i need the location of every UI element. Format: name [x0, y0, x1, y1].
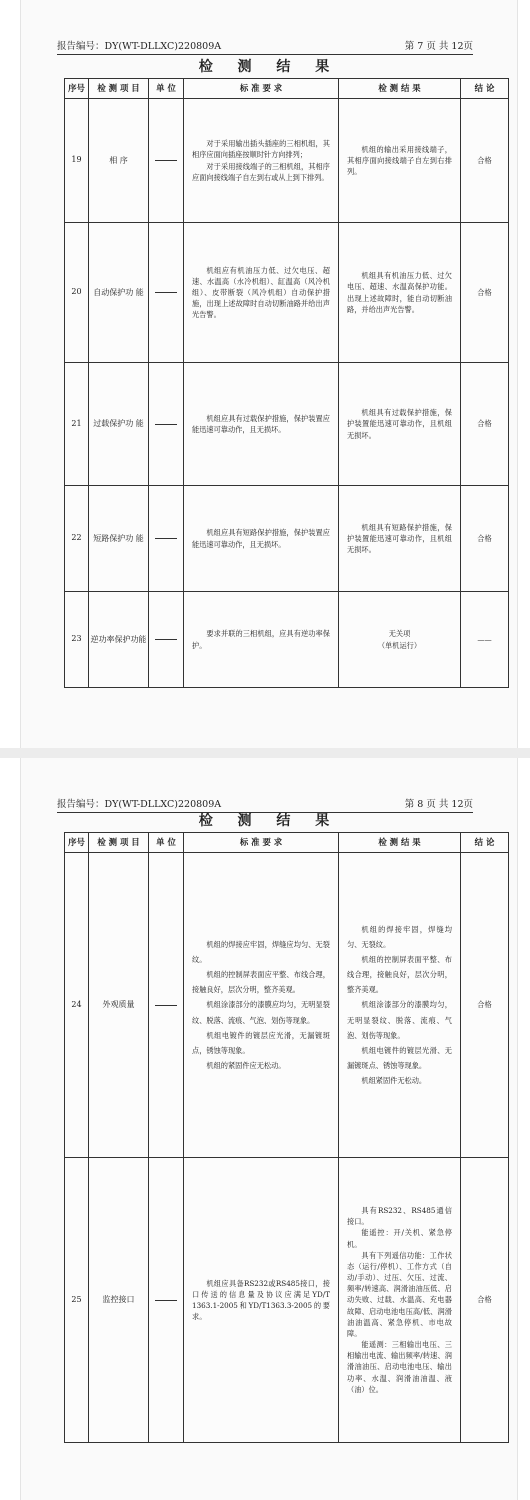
std-paragraph: 要求并联的三相机组，应具有逆功率保护。: [192, 629, 330, 650]
test-item: 自动保护功 能: [89, 223, 149, 363]
standard-requirement: [184, 1158, 339, 1443]
col-header-no: 序号: [65, 79, 89, 99]
std-paragraph: 机组涂漆部分的漆膜应均匀，无明显裂纹、脱落、流痕、气泡、划伤等现象。: [192, 1000, 330, 1025]
std-paragraph: 对于采用接线端子的三相机组，其相序应面向接线端子自左到右或从上到下排列。: [192, 161, 330, 182]
page-separator: [0, 748, 530, 758]
result-paragraph: 具有下列遥信功能：工作状态（运行/停机）、工作方式（自动/手动）、过压、欠压、过流、频率/转速高、润滑油油压低、启动失败、过载、水温高、充电器故障、启动电池电压高/低、润滑油油温高、紧急停机、市电故障。: [347, 1250, 452, 1338]
test-result: [339, 486, 461, 592]
dash-mark: [155, 1300, 177, 1301]
conclusion: ——: [461, 592, 509, 688]
std-paragraph: 机组的紧固件应无松动。: [206, 1060, 286, 1070]
test-item: 监控接口: [89, 1158, 149, 1443]
report-number: 报告编号：DY(WT-DLLXC)220809A: [57, 799, 222, 810]
row-number: 24: [65, 853, 89, 1158]
results-table: [64, 78, 509, 688]
col-header-item: 检 测 项 目: [89, 833, 149, 853]
result-paragraph: 能遥测：三相输出电压、三相输出电流、输出频率/转速、润滑油油压、启动电池电压、输出功率、水温、润滑油油温、液（油）位。: [347, 1340, 452, 1394]
table-row: [65, 486, 509, 592]
col-header-standard: 标 准 要 求: [184, 833, 339, 853]
table-header-row: [65, 79, 509, 99]
conclusion: 合格: [461, 223, 509, 363]
result-paragraph: 机组紧固件无松动。: [361, 1076, 427, 1086]
unit-cell: [149, 223, 184, 363]
dash-mark: [155, 1005, 177, 1006]
row-number: 25: [65, 1158, 89, 1443]
col-header-standard: 标 准 要 求: [184, 79, 339, 99]
standard-requirement: [184, 363, 339, 486]
conclusion: 合格: [461, 853, 509, 1158]
page-title: 检 测 结 果: [198, 59, 340, 75]
result-paragraph: 具有RS232、RS485通信接口。: [347, 1206, 452, 1227]
test-result: [339, 223, 461, 363]
conclusion: 合格: [461, 486, 509, 592]
result-paragraph: 机组具有机油压力低、过欠电压、超速、水温高保护功能。出现上述故障时，能自动切断油路，并给出声光告警。: [347, 271, 452, 314]
test-item: 短路保护功 能: [89, 486, 149, 592]
test-result: [339, 99, 461, 223]
unit-cell: [149, 1158, 184, 1443]
page-number: 第 7 页 共 12页: [404, 41, 473, 52]
standard-requirement: [184, 486, 339, 592]
col-header-unit: 单 位: [149, 79, 184, 99]
test-result: [339, 363, 461, 486]
test-item: 逆功率保护功能: [89, 592, 149, 688]
dash-mark: [155, 639, 177, 640]
row-number: 22: [65, 486, 89, 592]
row-number: 19: [65, 99, 89, 223]
table-row: [65, 99, 509, 223]
result-paragraph: 机组的控制屏表面平整、布线合理，接触良好，层次分明，整齐美观。: [347, 955, 452, 995]
test-item: 过载保护功 能: [89, 363, 149, 486]
dash-mark: [155, 538, 177, 539]
col-header-conclusion: 结 论: [461, 833, 509, 853]
page-title: 检 测 结 果: [198, 813, 340, 829]
col-header-result: 检 测 结 果: [339, 833, 461, 853]
conclusion: 合格: [461, 363, 509, 486]
std-paragraph: 机组应具有过载保护措施，保护装置应能迅速可靠动作，且无损坏。: [192, 413, 330, 434]
col-header-unit: 单 位: [149, 833, 184, 853]
col-header-result: 检 测 结 果: [339, 79, 461, 99]
results-table: [64, 832, 509, 1443]
standard-requirement: [184, 99, 339, 223]
test-result: [339, 592, 461, 688]
result-paragraph: 机组具有短路保护措施，保护装置能迅速可靠动作，且机组无损坏。: [347, 522, 452, 555]
result-paragraph: 机组具有过载保护措施，保护装置能迅速可靠动作，且机组无损坏。: [347, 408, 452, 440]
test-result: [339, 853, 461, 1158]
dash-mark: [155, 160, 177, 161]
conclusion: 合格: [461, 99, 509, 223]
unit-cell: [149, 592, 184, 688]
unit-cell: [149, 853, 184, 1158]
result-paragraph: 机组的焊接牢固，焊缝均匀、无裂纹。: [347, 924, 452, 949]
std-paragraph: 机组电镀件的镀层应光滑，无漏镀斑点，锈蚀等现象。: [192, 1030, 330, 1055]
table-row: [65, 592, 509, 688]
table-header-row: [65, 833, 509, 853]
row-number: 23: [65, 592, 89, 688]
col-header-no: 序号: [65, 833, 89, 853]
standard-requirement: [184, 223, 339, 363]
dash-mark: [155, 424, 177, 425]
std-paragraph: 机组应具备RS232或RS485接口，接口传送的信息量及协议应满足YD/T 1363.1-2005和YD/T1363.3-2005的要求。: [192, 1278, 330, 1322]
conclusion: 合格: [461, 1158, 509, 1443]
page-header: [57, 38, 473, 55]
standard-requirement: [184, 853, 339, 1158]
std-paragraph: 机组应具有短路保护措施，保护装置应能迅速可靠动作，且无损坏。: [192, 528, 330, 549]
report-page-8: [20, 758, 518, 1500]
test-item: 相 序: [89, 99, 149, 223]
table-row: [65, 363, 509, 486]
std-paragraph: 对于采用输出插头插座的三相机组，其相序应面向插座按顺时针方向排列；: [192, 139, 330, 160]
result-paragraph: 能遥控：开/关机、紧急停机。: [347, 1228, 452, 1249]
test-item: 外观质量: [89, 853, 149, 1158]
standard-requirement: [184, 592, 339, 688]
result-paragraph: 无关项: [388, 629, 411, 639]
result-paragraph: 机组涂漆部分的漆膜均匀，无明显裂纹、脱落、流痕、气泡、划伤等现象。: [347, 1000, 452, 1040]
dash-mark: [155, 292, 177, 293]
unit-cell: [149, 99, 184, 223]
col-header-conclusion: 结 论: [461, 79, 509, 99]
table-row: [65, 223, 509, 363]
report-number: 报告编号：DY(WT-DLLXC)220809A: [57, 41, 222, 52]
report-page-7: [20, 0, 518, 748]
row-number: 20: [65, 223, 89, 363]
unit-cell: [149, 363, 184, 486]
result-paragraph: （单机运行）: [377, 640, 422, 650]
result-paragraph: 机组的输出采用接线端子，其相序面向接线端子自左到右排列。: [347, 144, 452, 177]
result-paragraph: 机组电镀件的镀层光滑、无漏镀斑点、锈蚀等现象。: [347, 1045, 452, 1070]
unit-cell: [149, 486, 184, 592]
col-header-item: 检 测 项 目: [89, 79, 149, 99]
std-paragraph: 机组的焊接应牢固，焊缝应均匀、无裂纹。: [192, 939, 330, 965]
test-result: [339, 1158, 461, 1443]
page-number: 第 8 页 共 12页: [404, 799, 473, 810]
table-row: [65, 1158, 509, 1443]
table-row: [65, 853, 509, 1158]
row-number: 21: [65, 363, 89, 486]
std-paragraph: 机组的控制屏表面应平整、布线合理，接触良好，层次分明，整齐美观。: [192, 970, 330, 995]
std-paragraph: 机组应有机油压力低、过欠电压、超速、水温高（水冷机组）、缸温高（风冷机组）、皮带断裂（风冷机组）自动保护措施，出现上述故障时自动切断油路并给出声光告警。: [192, 265, 330, 320]
